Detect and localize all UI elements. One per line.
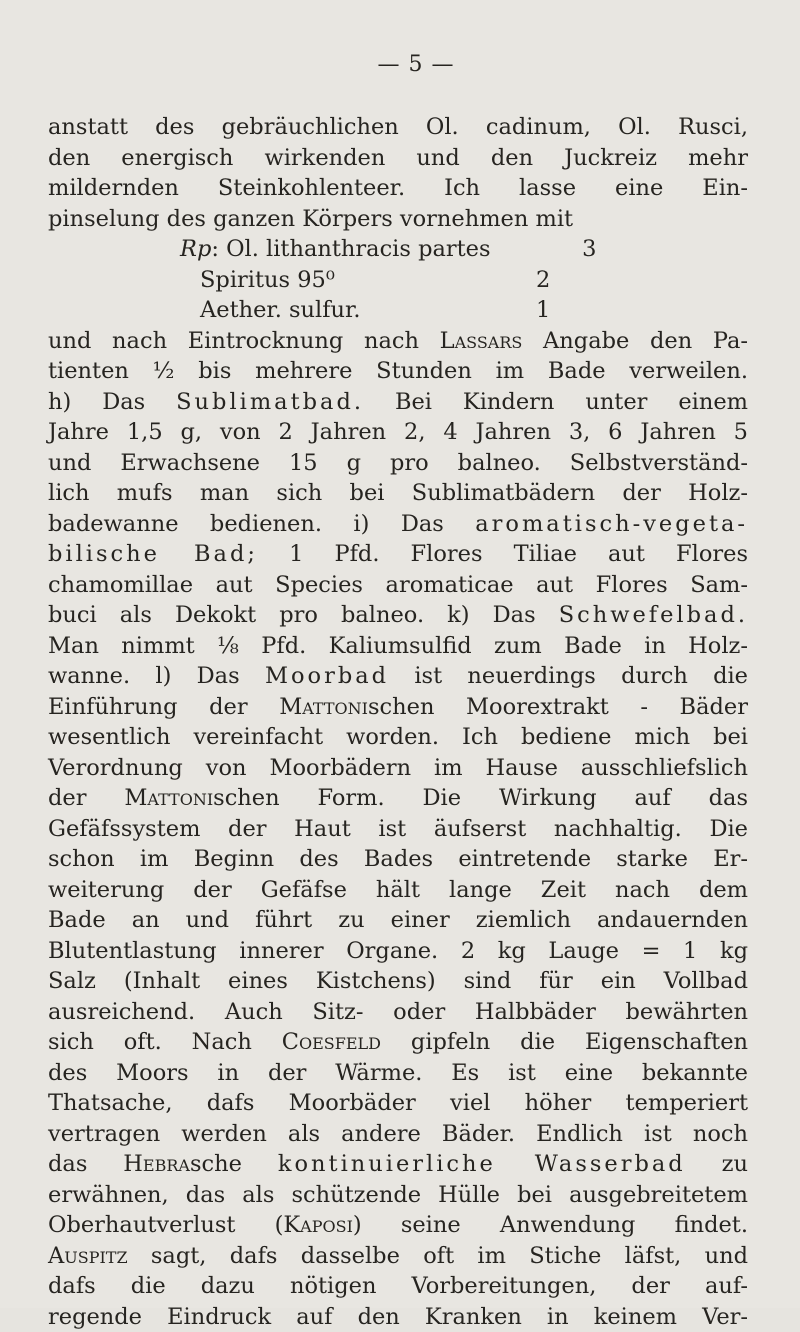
recipe-quantity: 2 xyxy=(536,267,550,293)
page-number: — 5 — xyxy=(16,52,800,77)
text-span: Oberhautverlust ( xyxy=(48,1212,283,1238)
body-text xyxy=(48,112,748,1332)
text-line: dafs die dazu nötigen Vorbereitungen, der auf- xyxy=(48,1271,748,1302)
text-line: tienten ½ bis mehrere Stunden im Bade verweilen. xyxy=(48,356,748,387)
text-line: regende Eindruck auf den Kranken in keinem Ver- xyxy=(48,1302,748,1332)
author-name: Mattoni xyxy=(124,785,213,811)
text-line xyxy=(48,1027,748,1058)
emphasized-term: bilische Bad; xyxy=(48,541,258,567)
recipe-line xyxy=(48,295,748,326)
text-span: h) Das xyxy=(48,389,145,415)
text-line: und Erwachsene 15 g pro balneo. Selbstverständ- xyxy=(48,448,748,479)
text-line: Verordnung von Moorbädern im Hause ausschliefslich xyxy=(48,753,748,784)
text-line: mildernden Steinkohlenteer. Ich lasse eine Ein- xyxy=(48,173,748,204)
text-span: ist neuerdings durch die xyxy=(414,663,748,689)
text-line: ausreichend. Auch Sitz- oder Halbbäder bewährten xyxy=(48,997,748,1028)
text-line: Blutentlastung innerer Organe. 2 kg Lauge = 1 kg xyxy=(48,936,748,967)
recipe-item: Spiritus 95⁰ xyxy=(200,265,536,296)
text-line xyxy=(48,1241,748,1272)
text-line: Salz (Inhalt eines Kistchens) sind für ein Vollbad xyxy=(48,966,748,997)
text-line: pinselung des ganzen Körpers vornehmen mit xyxy=(48,204,748,235)
author-name: Hebra xyxy=(123,1151,190,1177)
text-span: gipfeln die Eigenschaften xyxy=(411,1029,748,1055)
text-line xyxy=(48,1149,748,1180)
text-line: Thatsache, dafs Moorbäder viel höher temperiert xyxy=(48,1088,748,1119)
author-name: Mattoni xyxy=(279,694,368,720)
text-line: anstatt des gebräuchlichen Ol. cadinum, Ol. Rusci, xyxy=(48,112,748,143)
text-line: wesentlich vereinfacht worden. Ich bediene mich bei xyxy=(48,722,748,753)
text-line xyxy=(48,692,748,723)
text-span: schen Form. Die Wirkung auf das xyxy=(213,785,748,811)
text-span: schen Moorextrakt - Bäder xyxy=(368,694,748,720)
text-line: Man nimmt ⅛ Pfd. Kaliumsulfid zum Bade in Holz- xyxy=(48,631,748,662)
text-span: ) seine Anwendung findet. xyxy=(353,1212,748,1238)
text-line xyxy=(48,1210,748,1241)
text-span: das xyxy=(48,1151,87,1177)
text-line xyxy=(48,600,748,631)
text-line: erwähnen, das als schützende Hülle bei ausgebreitetem xyxy=(48,1180,748,1211)
text-line: schon im Beginn des Bades eintretende starke Er- xyxy=(48,844,748,875)
text-line: den energisch wirkenden und den Juckreiz mehr xyxy=(48,143,748,174)
text-span: 1 Pfd. Flores Tiliae aut Flores xyxy=(289,541,748,567)
text-line xyxy=(48,783,748,814)
text-line: Bade an und führt zu einer ziemlich andauernden xyxy=(48,905,748,936)
text-line xyxy=(48,509,748,540)
recipe-rp: Rp xyxy=(180,236,211,262)
text-span: sagt, dafs dasselbe oft im Stiche läfst, und xyxy=(151,1243,748,1269)
text-span: und nach Eintrocknung nach xyxy=(48,328,419,354)
text-line xyxy=(48,326,748,357)
text-line: weiterung der Gefäfse hält lange Zeit nach dem xyxy=(48,875,748,906)
author-name: Kaposi xyxy=(283,1212,353,1238)
text-line: Gefäfssystem der Haut ist äufserst nachhaltig. Die xyxy=(48,814,748,845)
text-span: Einführung der xyxy=(48,694,248,720)
text-line xyxy=(48,539,748,570)
text-span: Angabe den Pa- xyxy=(543,328,748,354)
text-span: badewanne bedienen. i) Das xyxy=(48,511,444,537)
text-span: sich oft. Nach xyxy=(48,1029,252,1055)
text-line: des Moors in der Wärme. Es ist eine bekannte xyxy=(48,1058,748,1089)
text-span: der xyxy=(48,785,86,811)
recipe-line xyxy=(48,265,748,296)
recipe-quantity: 3 xyxy=(582,236,596,262)
emphasized-term: Moorbad xyxy=(265,663,389,689)
text-line xyxy=(48,387,748,418)
text-line: chamomillae aut Species aromaticae aut Flores Sam- xyxy=(48,570,748,601)
text-line xyxy=(48,661,748,692)
text-line: lich mufs man sich bei Sublimatbädern der Holz- xyxy=(48,478,748,509)
emphasized-term: aromatisch-vegeta- xyxy=(475,511,748,537)
recipe-item: Aether. sulfur. xyxy=(200,295,536,326)
text-span: zu xyxy=(722,1151,748,1177)
text-line: Jahre 1,5 g, von 2 Jahren 2, 4 Jahren 3, 6 Jahren 5 xyxy=(48,417,748,448)
author-name: Auspitz xyxy=(48,1243,128,1269)
recipe-quantity: 1 xyxy=(536,297,550,323)
text-span: sche xyxy=(190,1151,242,1177)
emphasized-term: Sublimatbad. xyxy=(176,389,364,415)
text-line: vertragen werden als andere Bäder. Endlich ist noch xyxy=(48,1119,748,1150)
author-name: Lassars xyxy=(440,328,523,354)
text-span: wanne. l) Das xyxy=(48,663,240,689)
recipe-item: Ol. lithanthracis partes xyxy=(226,234,582,265)
text-span: Bei Kindern unter einem xyxy=(395,389,748,415)
recipe-line: Rp: Ol. lithanthracis partes 3 xyxy=(48,234,748,265)
text-span: buci als Dekokt pro balneo. k) Das xyxy=(48,602,536,628)
emphasized-term: Schwefelbad. xyxy=(559,602,748,628)
emphasized-term: kontinuierliche Wasserbad xyxy=(278,1151,686,1177)
author-name: Coesfeld xyxy=(282,1029,381,1055)
